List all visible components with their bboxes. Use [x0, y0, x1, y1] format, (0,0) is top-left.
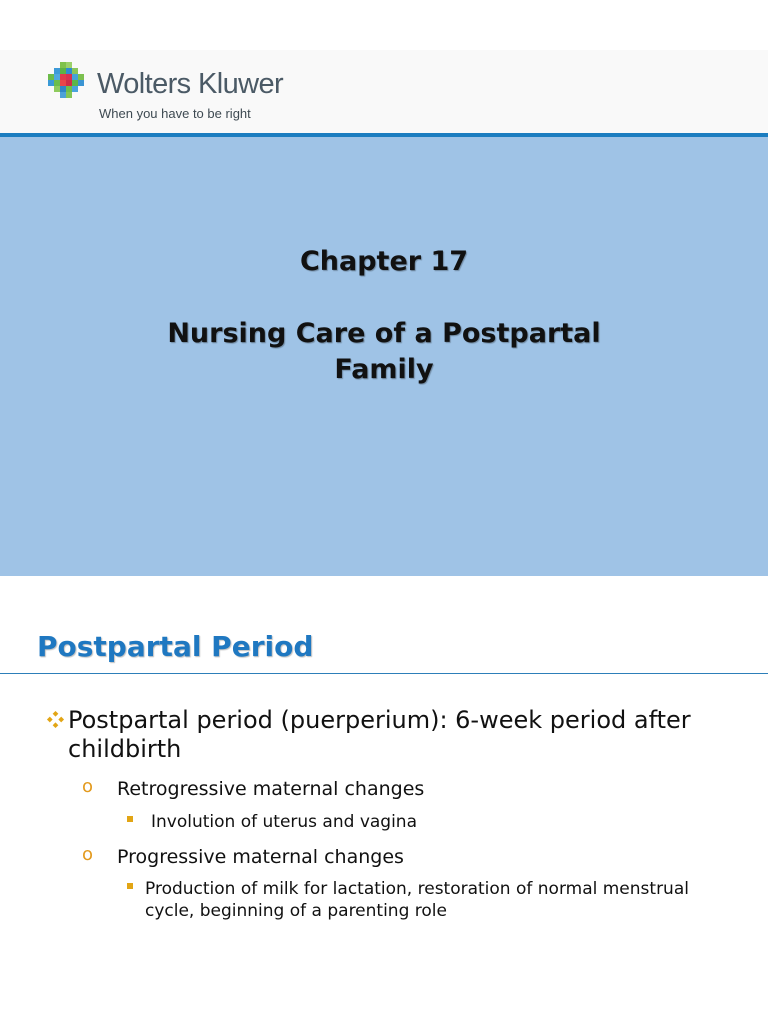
heading-divider — [0, 673, 768, 674]
square-bullet-icon — [127, 816, 133, 822]
diamond-bullet-icon — [46, 710, 65, 729]
bullet-level2-text: Retrogressive maternal changes — [117, 778, 425, 800]
chapter-subtitle: Nursing Care of a Postpartal Family — [167, 318, 601, 385]
top-margin — [0, 0, 768, 50]
circle-bullet-icon: o — [82, 844, 94, 865]
square-bullet-icon — [127, 883, 133, 889]
bullet-level2-text: Progressive maternal changes — [117, 846, 404, 868]
brand-name: Wolters Kluwer — [97, 68, 284, 100]
brand-tagline: When you have to be right — [99, 106, 251, 121]
slide-heading: Postpartal Period — [37, 630, 314, 663]
chapter-title: Chapter 17 — [299, 246, 469, 277]
bullet-level3-text: Production of milk for lactation, restoration of normal menstrual cycle, beginning of a parenting role — [145, 879, 689, 921]
bullet-level3-text: Involution of uterus and vagina — [151, 812, 417, 832]
circle-bullet-icon: o — [82, 776, 94, 797]
bullet-level1-text: Postpartal period (puerperium): 6-week period after childbirth — [68, 706, 691, 763]
wolters-kluwer-logo-icon — [46, 62, 86, 102]
